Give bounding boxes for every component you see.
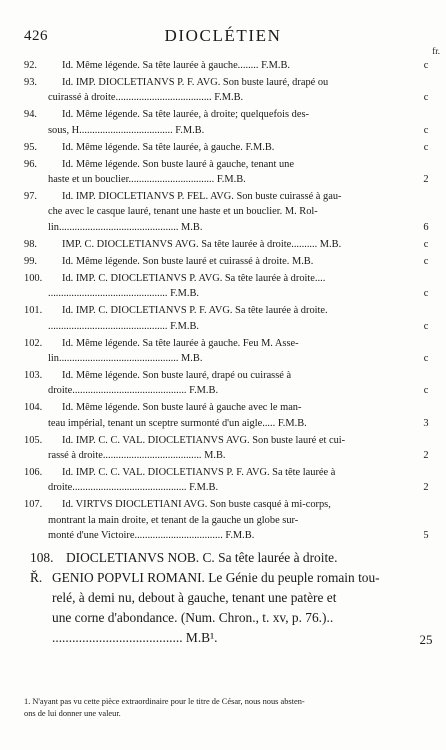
entry-line <box>0 189 446 204</box>
entry-number: 98. <box>24 238 37 250</box>
entry-line <box>0 303 446 318</box>
catalog-entry <box>0 189 446 235</box>
catalog-entry <box>0 237 446 252</box>
entry-number: 92. <box>24 60 37 71</box>
entry-text: Id. IMP. DIOCLETIANVS P. F. AVG. Son buste lauré, drapé ou <box>62 76 329 88</box>
entry-line <box>0 568 446 588</box>
entry-text: Id. IMP. C. DIOCLETIANVS P. AVG. Sa tête laurée à droite.... <box>62 272 326 284</box>
entry-line <box>0 513 446 528</box>
entry-value: 2 <box>423 174 429 186</box>
entry-text: droite............................................ F.M.B. <box>48 385 219 397</box>
entry-line <box>0 383 446 398</box>
page-title: DIOCLÉTIEN <box>164 26 282 45</box>
entry-text: Id. Même légende. Sa tête laurée, à gauche. F.M.B. <box>62 141 275 153</box>
entry-text: teau impérial, tenant un sceptre surmonté d'un aigle..... F.M.B. <box>48 417 307 429</box>
entry-text: relé, à demi nu, debout à gauche, tenant une patère et <box>52 589 337 605</box>
entry-value: 2 <box>423 450 429 462</box>
entry-text: monté d'une Victoire.................................. F.M.B. <box>48 530 255 542</box>
catalog-entry <box>0 368 446 399</box>
catalog-entry <box>0 465 446 496</box>
entry-text: rassé à droite...................................... M.B. <box>48 450 226 462</box>
entry-text: Id. Même légende. Son buste lauré à gauche, tenant une <box>62 158 294 170</box>
entry-number: 105. <box>24 434 43 446</box>
catalog-entry <box>0 157 446 188</box>
entry-text: lin.............................................. M.B. <box>48 221 203 233</box>
entry-number: 106. <box>24 467 43 479</box>
entry-number: 99. <box>24 255 37 267</box>
catalog-entry-108 <box>0 548 446 648</box>
entry-number: 100. <box>24 272 43 284</box>
entry-line <box>0 254 446 269</box>
entry-line <box>0 271 446 286</box>
entry-line <box>0 351 446 366</box>
entry-line <box>0 336 446 351</box>
entry-value: c <box>423 92 429 104</box>
entry-line <box>0 286 446 301</box>
entry-line <box>0 172 446 187</box>
entry-text: lin.............................................. M.B. <box>48 352 203 364</box>
entry-number: 107. <box>24 499 43 511</box>
catalog-entry <box>0 140 446 155</box>
entry-text: Id. IMP. C. C. VAL. DIOCLETIANVS P. F. AVG. Sa tête laurée à <box>62 467 336 479</box>
entry-line <box>0 237 446 252</box>
entry-text: haste et un bouclier................................. F.M.B. <box>48 174 246 186</box>
catalog-entry <box>0 271 446 302</box>
entry-line <box>0 628 446 648</box>
entry-number: 94. <box>24 109 37 121</box>
entry-value: c <box>423 255 429 267</box>
entry-number: 103. <box>24 369 43 381</box>
entry-line <box>0 465 446 480</box>
entry-value: 2 <box>423 482 429 494</box>
entry-value: c <box>423 141 429 153</box>
entry-line <box>0 608 446 628</box>
entry-line <box>0 480 446 495</box>
entry-line <box>0 140 446 155</box>
entry-number: 97. <box>24 191 37 203</box>
entry-text: Id. Même légende. Sa tête laurée, à droite; quelquefois des- <box>62 109 309 121</box>
entry-value: c <box>423 352 429 364</box>
entry-line <box>0 107 446 122</box>
entry-line <box>0 416 446 431</box>
entry-text: Id. IMP. C. C. VAL. DIOCLETIANVS AVG. Son buste lauré et cui- <box>62 434 346 446</box>
entry-number: 95. <box>24 141 37 153</box>
entry-line <box>0 123 446 138</box>
entry-value: c <box>423 385 429 397</box>
entry-text: GENIO POPVLI ROMANI. Le Génie du peuple romain tou- <box>52 569 380 585</box>
entry-line <box>0 433 446 448</box>
catalog-entry <box>0 75 446 106</box>
entry-value: 3 <box>423 417 429 429</box>
entry-number: 108. <box>30 549 54 565</box>
entry-text: Id. Même légende. Sa tête laurée à gauche........ F.M.B. <box>62 60 290 71</box>
entry-value: 5 <box>423 530 429 542</box>
footnote-line: 1. N'ayant pas vu cette pièce extraordinaire pour le titre de César, nous nous absten- <box>24 697 305 706</box>
entry-text: IMP. C. DIOCLETIANVS AVG. Sa tête laurée à droite.......... M.B. <box>62 238 342 250</box>
catalog-entry <box>0 400 446 431</box>
entry-line <box>0 588 446 608</box>
entry-line <box>0 319 446 334</box>
entry-text: montrant la main droite, et tenant de la gauche un globe sur- <box>48 514 299 526</box>
entry-number: 102. <box>24 337 43 349</box>
entry-text: ....................................... M.B¹. <box>52 629 218 645</box>
catalog-entry <box>0 303 446 334</box>
entry-line <box>0 58 446 73</box>
catalog-entry <box>0 107 446 138</box>
entry-text: cuirassé à droite..................................... F.M.B. <box>48 92 244 104</box>
entry-number: 96. <box>24 158 37 170</box>
entry-line <box>0 220 446 235</box>
entry-text: .............................................. F.M.B. <box>48 320 199 332</box>
catalog-entries <box>0 58 446 649</box>
entry-line <box>0 204 446 219</box>
entry-line <box>0 448 446 463</box>
entry-line <box>0 497 446 512</box>
page-number: 426 <box>24 28 48 44</box>
entry-value: c <box>423 288 429 300</box>
entry-line <box>0 157 446 172</box>
entry-number: 93. <box>24 76 37 88</box>
entry-text: Id. IMP. DIOCLETIANVS P. FEL. AVG. Son buste cuirassé à gau- <box>62 191 342 203</box>
entry-text: une corne d'abondance. (Num. Chron., t. xv, p. 76.).. <box>52 609 334 625</box>
entry-heading: DIOCLETIANVS NOB. C. Sa tête laurée à droite. <box>66 549 338 565</box>
reverse-label: Ř. <box>30 569 43 585</box>
entry-line <box>0 75 446 90</box>
entry-value: c <box>423 238 429 250</box>
catalog-entry <box>0 58 446 73</box>
entry-line <box>0 528 446 543</box>
entry-line <box>0 548 446 568</box>
footnote-line: ons de lui donner une valeur. <box>24 709 121 718</box>
catalog-entry <box>0 254 446 269</box>
entry-line <box>0 90 446 105</box>
entry-text: Id. Même légende. Son buste lauré et cuirassé à droite. M.B. <box>62 255 314 267</box>
entry-text: Id. Même légende. Son buste lauré, drapé ou cuirassé à <box>62 369 292 381</box>
entry-text: droite............................................ F.M.B. <box>48 482 219 494</box>
entry-text: Id. Même légende. Sa tête laurée à gauche. Feu M. Asse- <box>62 337 299 349</box>
entry-text: Id. Même légende. Son buste lauré à gauche avec le man- <box>62 402 302 414</box>
entry-line <box>0 368 446 383</box>
catalog-entry <box>0 433 446 464</box>
entry-value: c <box>423 60 429 71</box>
entry-text: .............................................. F.M.B. <box>48 288 199 300</box>
entry-value: 25 <box>419 631 433 647</box>
entry-text: che avec le casque lauré, tenant une haste et un bouclier. M. Rol- <box>48 206 318 218</box>
entry-value: 6 <box>423 221 429 233</box>
entry-text: Id. VIRTVS DIOCLETIANI AVG. Son buste casqué à mi-corps, <box>62 499 331 511</box>
entry-text: sous, H.................................... F.M.B. <box>48 124 205 136</box>
catalog-entry <box>0 336 446 367</box>
catalog-entry <box>0 497 446 543</box>
footnote <box>24 696 424 720</box>
entry-value: c <box>423 320 429 332</box>
entry-value: c <box>423 124 429 136</box>
entry-number: 101. <box>24 305 43 317</box>
value-column-label: fr. <box>432 46 440 56</box>
page-header <box>0 26 446 56</box>
entry-line <box>0 400 446 415</box>
entry-text: Id. IMP. C. DIOCLETIANVS P. F. AVG. Sa tête laurée à droite. <box>62 305 328 317</box>
entry-number: 104. <box>24 402 43 414</box>
